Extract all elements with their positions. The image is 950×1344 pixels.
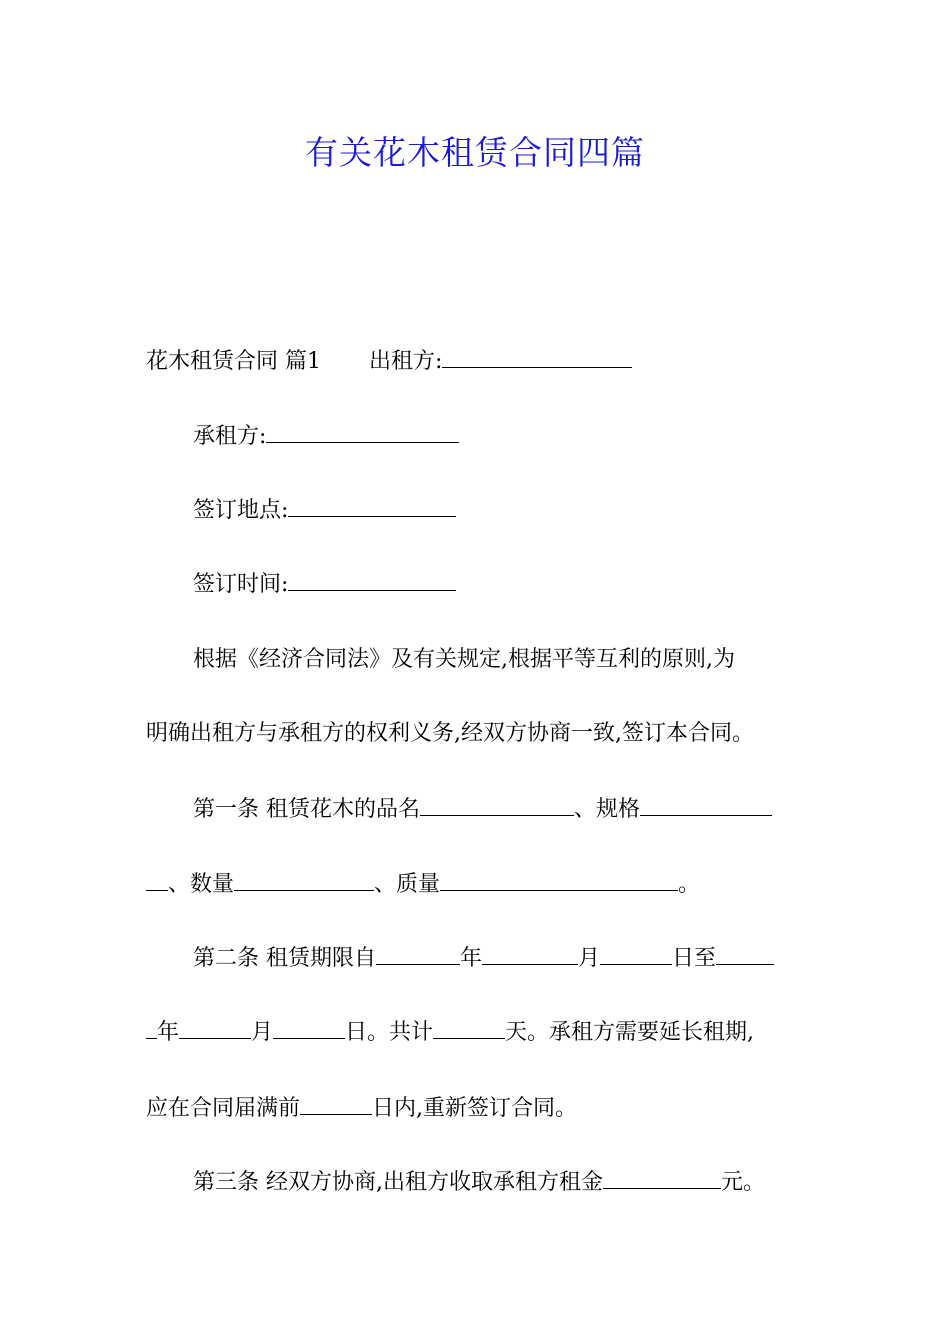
time-blank — [288, 568, 456, 591]
article2-line-2 — [146, 1016, 754, 1048]
document-title: 有关花木租赁合同四篇 — [305, 133, 645, 172]
article1-name-blank — [420, 793, 574, 816]
article3-unit: 元。 — [721, 1170, 766, 1195]
place-line — [193, 494, 456, 526]
lessee-label: 承租方: — [193, 424, 267, 449]
article2-end-year-blank-cont — [146, 1016, 157, 1039]
article1-line-1 — [193, 793, 772, 825]
article1-line-2 — [146, 868, 700, 900]
place-blank — [288, 494, 456, 517]
time-line — [193, 568, 456, 600]
contract-heading: 花木租赁合同 篇1 — [146, 349, 321, 374]
article1-qty-blank — [234, 868, 374, 891]
article2-total-label: 日。共计 — [345, 1020, 434, 1045]
article2-renew-days-blank — [300, 1092, 372, 1115]
article2-line-3 — [146, 1092, 577, 1124]
article2-day-to-label: 日至 — [672, 946, 717, 971]
article2-before-label: 应在合同届满前 — [146, 1096, 301, 1121]
lessor-label: 出租方: — [369, 349, 443, 374]
article2-end-day-blank — [273, 1016, 345, 1039]
place-label: 签订地点: — [193, 498, 289, 523]
lessor-blank — [442, 345, 632, 368]
preamble-line-1: 根据《经济合同法》及有关规定,根据平等互利的原则,为 — [193, 647, 735, 672]
article1-spec-blank-cont — [146, 868, 168, 891]
article1-quality-blank — [440, 868, 678, 891]
article2-extend-text: 天。承租方需要延长租期, — [505, 1020, 755, 1045]
article2-end-year-label: 年 — [157, 1020, 180, 1045]
article3-rent-blank — [603, 1166, 721, 1189]
article2-end-month-label: 月 — [251, 1020, 274, 1045]
article2-end-year-blank — [716, 942, 774, 965]
contract-heading-line — [146, 345, 632, 377]
article3-line-1 — [193, 1166, 765, 1198]
article2-start-year-blank — [376, 942, 460, 965]
article2-start-label: 第二条 租赁期限自 — [193, 946, 376, 971]
article1-name-label: 第一条 租赁花木的品名 — [193, 797, 420, 822]
article2-end-month-blank — [179, 1016, 251, 1039]
article1-spec-blank — [640, 793, 772, 816]
article2-start-day-blank — [600, 942, 672, 965]
article2-line-1 — [193, 942, 774, 974]
article2-days-blank — [433, 1016, 505, 1039]
lessee-line — [193, 420, 459, 452]
article1-qty-label: 、数量 — [168, 872, 235, 897]
article2-year-label: 年 — [460, 946, 483, 971]
article1-end: 。 — [678, 872, 701, 897]
article1-quality-label: 、质量 — [374, 872, 441, 897]
article3-rent-label: 第三条 经双方协商,出租方收取承租方租金 — [193, 1170, 603, 1195]
article1-spec-label: 、规格 — [574, 797, 641, 822]
lessee-blank — [266, 420, 459, 443]
article2-month-label: 月 — [578, 946, 601, 971]
article2-start-month-blank — [482, 942, 578, 965]
time-label: 签订时间: — [193, 572, 289, 597]
preamble-line-2: 明确出租方与承租方的权利义务,经双方协商一致,签订本合同。 — [146, 721, 754, 746]
article2-renew-text: 日内,重新签订合同。 — [372, 1096, 578, 1121]
